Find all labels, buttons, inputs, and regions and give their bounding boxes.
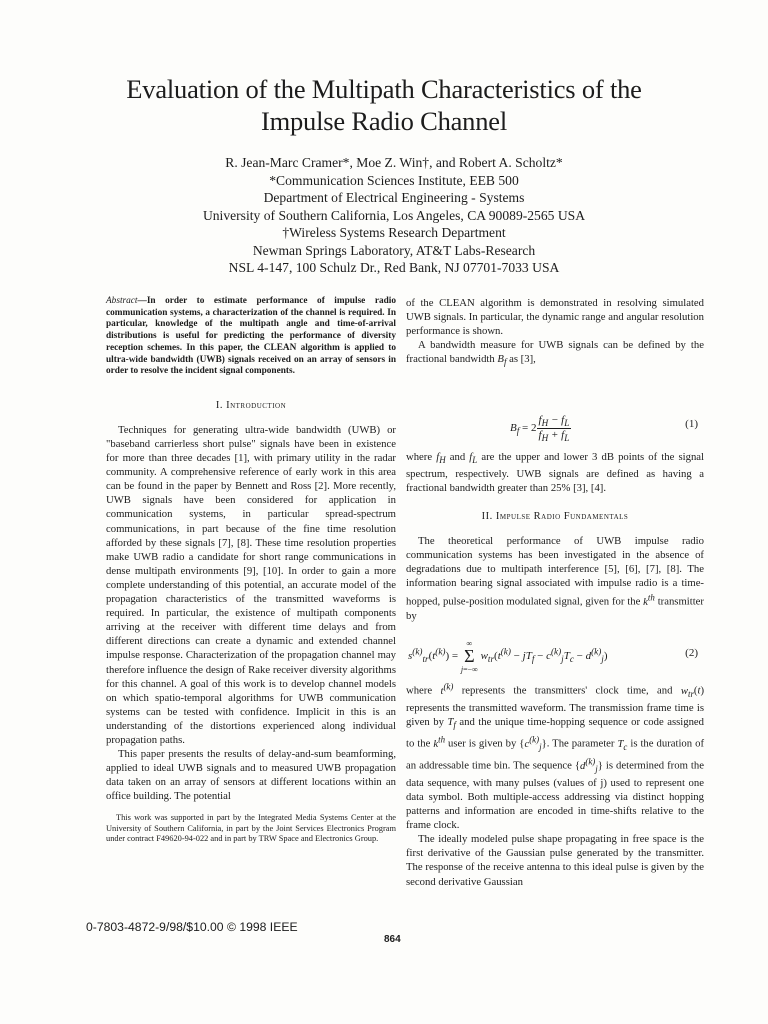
abstract-label: Abstract [106, 296, 138, 306]
author-names: R. Jean-Marc Cramer*, Moe Z. Win†, and Robert A. Scholtz* [225, 155, 563, 170]
equation-1-number: (1) [685, 417, 698, 430]
equation-1-formula: $B_f = 2$ $\frac{f_H - f_L}{f_H + f_L}$ [510, 413, 570, 443]
equation-2-number: (2) [685, 647, 698, 660]
clean-paragraph: of the CLEAN algorithm is demonstrated in resolving simulated UWB signals. In particular, the dynamic range and angular resolution performance is shown. [406, 297, 704, 338]
left-column [106, 296, 396, 844]
paper-title [0, 73, 768, 137]
section-heading-fundamentals: II. Impulse Radio Fundamentals [481, 511, 629, 523]
spectrum-paragraph: where $f_H$ and $f_L$ are the upper and lower 3 dB points of the signal spectrum, respectively. UWB signals are defined as having a fractional bandwidth greater than 25% [3], [4]. [406, 450, 705, 494]
equation-2 [406, 633, 704, 677]
affiliation-line: *Communication Sciences Institute, EEB 500 [269, 172, 519, 188]
definitions-paragraph: where $t^{(k)}$ represents the transmitters' clock time, and $w_{tr}(t)$ represents the transmitted waveform. The transmission frame time is given by $T_f$ and the unique time-hopping sequence or code assigned to the $k^{th}$ user is given by $\{c^{(k)}_j\}$. The parameter $T_c$ is the duration of an addressable time bin. The sequence $\{d^{(k)}_j\}$ is determined from the data sequence, with many pulses (values of j) used to represent one data symbol. Both multiple-access addressing via distinct hopping patterns and information are encoded in time-shifts relative to the frame clock. [406, 681, 705, 832]
title-line-2: Impulse Radio Channel [260, 106, 508, 136]
author-block [0, 154, 768, 277]
funding-footnote: This work was supported in part by the Integrated Media Systems Center at the University of Southern California, in part by the Joint Services Electronics Program under contract F49620-94-022 and in part by TRW Space and Electronics Group. [106, 813, 396, 844]
affiliation-line: †Wireless Systems Research Department [282, 225, 506, 240]
affiliation-line: NSL 4-147, 100 Schulz Dr., Red Bank, NJ 07701-7033 USA [228, 260, 560, 275]
pulse-shape-paragraph: The ideally modeled pulse shape propagating in free space is the first derivative of the Gaussian pulse generated by the transmitter. The response of the receive antenna to this ideal pulse is given by the second derivative Gaussian [406, 833, 704, 888]
abstract [106, 296, 396, 378]
equation-2-formula: $s^{(k)}_{tr}(t^{(k)})$ = ∞ Σ j=−∞ $w_{tr}(t^{(k)} - jT_f - c^{(k)}_jT_c - d^{(k)}_j)$ [408, 639, 608, 675]
right-column [406, 296, 704, 889]
intro-paragraph-1: Techniques for generating ultra-wide bandwidth (UWB) or "baseband carrierless short pulse" signals have been in existence for more than three decades [1], with primary utility in the radar community. A comprehensive reference of early work in this area can be found in the paper by Bennett and Ross [2]. More recently, UWB signals have been considered for application in communication systems, in particular spread-spectrum communications, in part because of the fine time resolution afforded by these signals [7], [8]. These time resolution properties make UWB radio a candidate for short range communications in dense multipath environments [9], [10]. In order to gain a more complete understanding of this potential, an accurate model of the propagation characteristics of the transmitted waveforms is required. In particular, the existence of multipath components arriving at the receiver with different time delays and from different directions can create a dynamic and extended channel impulse response. Characterization of the propagation channel may therefore influence the design of Rake receiver diversity algorithms for this channel. A goal of this work is to develop channel models on which spatio-temporal algorithms for UWB communication systems can be tested with confidence. Implicit in this is an understanding of the distortions experienced along individual propagation paths. [106, 423, 396, 746]
fundamentals-paragraph: The theoretical performance of UWB impulse radio communication systems has been investigated in the absence of degradations due to multipath interference [5], [6], [7], [8]. The information bearing signal associated with impulse radio is a time-hopped, pulse-position modulated signal, given for the $k^{th}$ transmitter by [406, 535, 704, 623]
equation-1 [406, 408, 704, 448]
affiliation-line: Newman Springs Laboratory, AT&T Labs-Research [252, 242, 536, 258]
page-number: 864 [384, 934, 401, 945]
abstract-text: —In order to estimate performance of impulse radio communication systems, a characterization of the channel is required. In particular, knowledge of the multipath angle and time-of-arrival distributions is useful for predicting the performance of diversity reception schemes. In this paper, the CLEAN algorithm is applied to ultra-wide bandwidth (UWB) signals received on an array of sensors in order to resolve the incident signal components. [106, 296, 396, 377]
intro-paragraph-2: This paper presents the results of delay-and-sum beamforming, applied to ideal UWB signals and to measured UWB propagation data taken on an array of sensors at different locations within an office building. The potential [106, 748, 396, 803]
copyright-notice: 0-7803-4872-9/98/$10.00 © 1998 IEEE [86, 920, 298, 934]
bandwidth-paragraph: A bandwidth measure for UWB signals can be defined by the fractional bandwidth $B_f$ as [3], [406, 339, 704, 368]
section-heading-introduction: I. Introduction [215, 399, 287, 411]
title-line-1: Evaluation of the Multipath Characteristics of the [126, 74, 642, 104]
affiliation-line: University of Southern California, Los Angeles, CA 90089-2565 USA [202, 207, 586, 223]
affiliation-line: Department of Electrical Engineering - Systems [263, 190, 525, 205]
